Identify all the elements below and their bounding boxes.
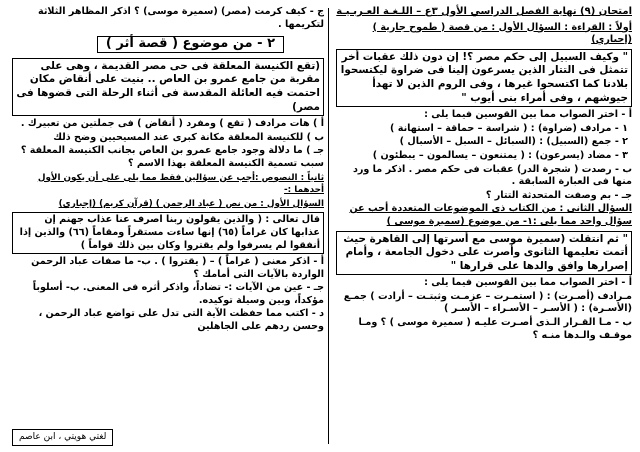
question-1a-item-2: ٢ - جمع (السبيل) : (السبائل – السبل – الأسبال ) bbox=[399, 136, 628, 148]
column-divider bbox=[328, 8, 329, 444]
exam-title: امتحان (٩) نهاية الفصل الدراسي الأول ٣ع – اللـغـة العـربـيـة bbox=[336, 6, 632, 17]
footer-signature: لغتي هويتي ، ابن عاصم bbox=[12, 429, 113, 446]
question-1a: أ - اختر الصواب مما بين القوسين فيما يلى : bbox=[424, 109, 632, 121]
right-column bbox=[336, 6, 632, 446]
section1-title: أولاً : القراءة : السؤال الأول : من قصة ( طموح جارية ) (إجباري) bbox=[372, 21, 632, 46]
question-4b: جـ - عين من الآيات :- تضاداً، واذكر أثره فى المعنى. ب- أسلوباً مؤكداً، وبين وسيلة توكيده. bbox=[32, 282, 324, 306]
exam-page bbox=[12, 6, 632, 446]
section2-title: السؤال الثانى : من الكتاب ذى الموضوعات المتعددة أجب عن سؤال واحد مما يلى :١- من موضوع (سميرة موسى ) bbox=[349, 203, 632, 227]
question-1b: ب - رصدت ( شجرة الدر) عقبات فى حكم مصر . اذكر ما ورد منها فى العبارة السابقة . bbox=[352, 163, 632, 188]
question-3c: جـ ) ما دلالة وجود جامع عمرو بن العاص بجانب الكنيسة المعلقة ؟ سبب تسمية الكنيسة المعلقة بهذا الاسم ؟ bbox=[20, 145, 324, 169]
question-3a: أ ) هات مرادف ( تقع ) ومفرد ( أنقاض ) فى جملتين من تعبيرك . bbox=[20, 118, 324, 130]
passage-box-4 bbox=[12, 212, 324, 254]
topic-title: ٢ - من موضوع ( قصة أثر ) bbox=[97, 36, 284, 53]
question-1a-item-1: ١ - مرادف (ضراوة) : ( شراسة – حماقة – استهانة ) bbox=[390, 122, 628, 134]
passage-box-1 bbox=[336, 49, 632, 107]
passage-3-text: (تقع الكنيسة المعلقة فى حى مصر القديمة ، وهى على مقربة من جامع عمرو بن العاص .. بنيت على أنقاض مكان احتمت فيه العائلة المقدسة فى أثناء الرحلة التى قضوها فى مصر) bbox=[16, 59, 320, 113]
question-top: ج - كيف كرمت (مصر) (سميرة موسى) ؟ اذكر المظاهر الثلاثة لتكريمها . bbox=[38, 6, 324, 30]
question-3b: ب ) للكنيسة المعلقة مكانة كبرى عند المسيحيين وضح ذلك bbox=[53, 131, 324, 143]
passage-box-3 bbox=[12, 58, 324, 116]
question-4c: د - اكتب مما حفظت الآية التى تدل على تواضع عباد الرحمن ، وحسن ردهم على الجاهلين bbox=[38, 308, 324, 333]
passage-4-text: قال تعالى : ( والذين يقولون ربنا اصرف عنا عذاب جهنم إن عذابها كان غراماً (٦٥) إنها ساءت مستقراً ومقاماً (٦٦) والذين إذا أنفقوا لم يسرفوا ولم يقتروا وكان بين ذلك قواماً ) bbox=[19, 214, 320, 251]
passage-2-text: " ثم انتقلت (سميرة موسى مع أسرتها إلى القاهرة حيث أتمت تعليمها الثانوى وأصرت على دخول الجامعة ، وأمام إصرارها وافق والدها على قرارها " bbox=[343, 232, 628, 272]
question-1a-item-3: ٣ - مضاد (يسرعون) : ( يمتنعون – يسالمون – يبطئون ) bbox=[372, 149, 628, 161]
question-2a: أ - اختر الصواب مما بين القوسين فيما يلى : bbox=[424, 277, 632, 289]
section3-title: ثانياً : النصوص :أجب عن سؤالين فقط مما يلى على أن يكون الأول أحدهما :- bbox=[37, 172, 324, 196]
section3-subtitle: السؤال الأول : من نص ( عباد الرحمن ) (قرآن كريم) (إجباري) bbox=[58, 198, 324, 209]
question-4a: أ - اذكر معنى ( غراماً ) – ( يقتروا ) . ب- ما صفات عباد الرحمن الواردة بالآيات التى أمامك ؟ bbox=[31, 256, 324, 280]
question-2b: ب - مـا القـرار الـذى أصـرت عليـه ( سميرة موسى ) ؟ ومـا موقـف والـدها منـه ؟ bbox=[358, 317, 632, 341]
passage-1-text: " وكيف السبيل إلى حكم مصر ؟! إن دون ذلك عقبات أخر تتمثل فى التتار الذين يسرعون إلينا فى ضراوة ليكتسحوا بلادنا كما اكتسحوا غيرها ، وفى الروم الذين لا تهدأ جيوشهم ، وفى أمراء بنى أيوب " bbox=[340, 50, 628, 104]
question-1c: جـ - بم وصفت المتحدثة التتار ؟ bbox=[485, 189, 632, 201]
left-column bbox=[12, 6, 324, 446]
passage-box-2 bbox=[336, 231, 632, 276]
question-2a-items: مـرادف (أصـرت) : ( استمـرت – عزمـت وثبتـت – أرادت ) جمـع (الأسـرة) : ( الأسـر – الأسـراء – الأسـر ) bbox=[343, 290, 632, 315]
